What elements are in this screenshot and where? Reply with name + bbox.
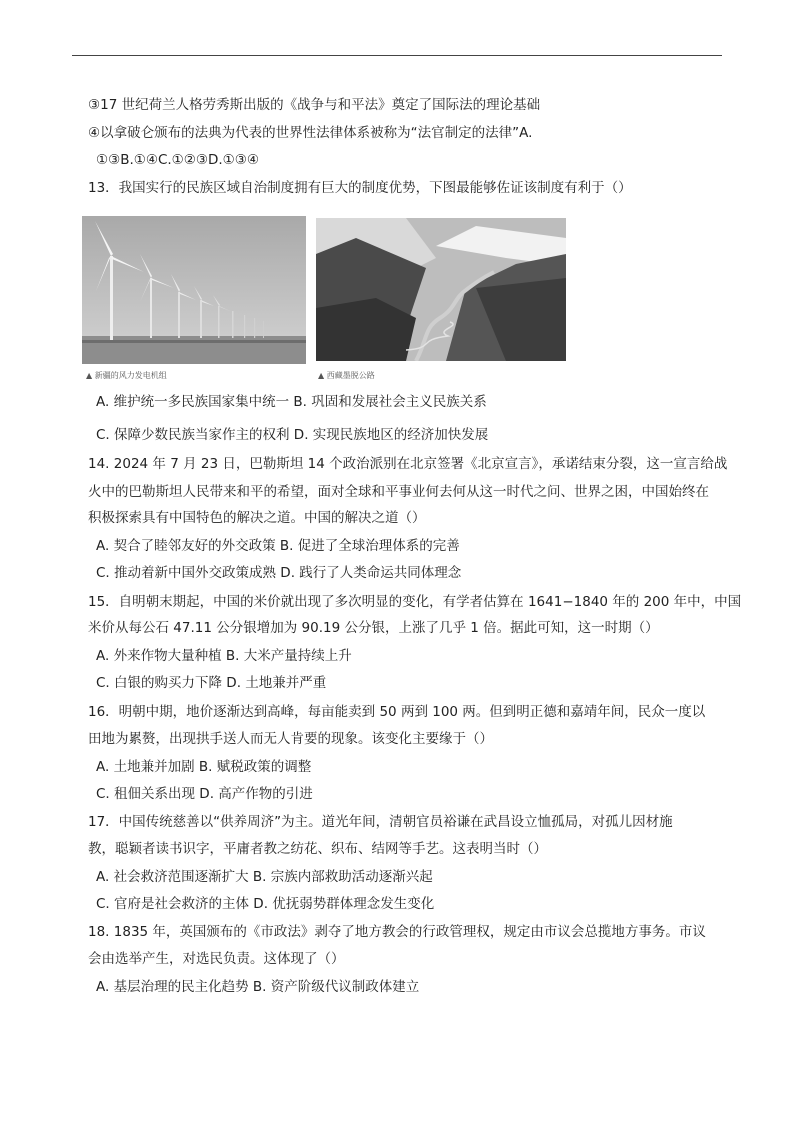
q15-stem-line1: 15．自明朝末期起，中国的米价就出现了多次明显的变化，有学者估算在 1641−1840 年的 200 年中，中国: [88, 594, 742, 610]
option-statement-3: ③17 世纪荷兰人格劳秀斯出版的《战争与和平法》奠定了国际法的理论基础: [88, 97, 541, 113]
q18-options-ab: A. 基层治理的民主化趋势 B. 资产阶级代议制政体建立: [96, 979, 420, 995]
q17-stem-line1: 17．中国传统慈善以“供养周济”为主。道光年间，清朝官员裕谦在武昌设立恤孤局，对孤儿因材施: [88, 814, 673, 830]
q13-options-ab: A. 维护统一多民族国家集中统一 B. 巩固和发展社会主义民族关系: [96, 394, 487, 410]
q14-options-ab: A. 契合了睦邻友好的外交政策 B. 促进了全球治理体系的完善: [96, 538, 460, 554]
wind-turbines-photo: [82, 216, 306, 364]
q14-stem-line3: 积极探索具有中国特色的解决之道。中国的解决之道（）: [88, 510, 426, 526]
q13-stem: 13．我国实行的民族区域自治制度拥有巨大的制度优势，下图最能够佐证该制度有利于（）: [88, 180, 632, 196]
q15-options-ab: A. 外来作物大量种植 B. 大米产量持续上升: [96, 648, 352, 664]
q12-choices: ①③B.①④C.①②③D.①③④: [96, 152, 259, 168]
q14-stem-line2: 火中的巴勒斯坦人民带来和平的希望，面对全球和平事业何去何从这一时代之问、世界之困，中国始终在: [88, 484, 709, 500]
q15-options-cd: C. 白银的购买力下降 D. 土地兼并严重: [96, 675, 327, 691]
q16-options-ab: A. 土地兼并加剧 B. 赋税政策的调整: [96, 759, 312, 775]
option-statement-4: ④以拿破仑颁布的法典为代表的世界性法律体系被称为“法官制定的法律”A.: [88, 125, 533, 141]
q16-options-cd: C. 租佃关系出现 D. 高产作物的引进: [96, 786, 313, 802]
q17-stem-line2: 教，聪颖者读书识字，平庸者教之纺花、织布、结网等手艺。这表明当时（）: [88, 841, 547, 857]
q13-options-cd: C. 保障少数民族当家作主的权利 D. 实现民族地区的经济加快发展: [96, 427, 489, 443]
q17-options-cd: C. 官府是社会救济的主体 D. 优抚弱势群体理念发生变化: [96, 896, 435, 912]
q16-stem-line1: 16．明朝中期，地价逐渐达到高峰，每亩能卖到 50 两到 100 两。但到明正德和嘉靖年间，民众一度以: [88, 704, 706, 720]
q16-stem-line2: 田地为累赘，出现拱手送人而无人肯要的现象。该变化主要缘于（）: [88, 731, 493, 747]
medog-highway-caption: ▲ 西藏墨脱公路: [318, 371, 375, 380]
wind-turbines-caption: ▲ 新疆的风力发电机组: [86, 371, 167, 380]
q18-stem-line2: 会由选举产生，对选民负责。这体现了（）: [88, 951, 345, 967]
q14-stem-line1: 14. 2024 年 7 月 23 日，巴勒斯坦 14 个政治派别在北京签署《北京宣言》，承诺结束分裂，这一宣言给战: [88, 456, 728, 472]
top-rule: [72, 55, 722, 56]
q14-options-cd: C. 推动着新中国外交政策成熟 D. 践行了人类命运共同体理念: [96, 565, 462, 581]
q15-stem-line2: 米价从每公石 47.11 公分银增加为 90.19 公分银，上涨了几乎 1 倍。据此可知，这一时期（）: [88, 620, 659, 636]
q18-stem-line1: 18. 1835 年，英国颁布的《市政法》剥夺了地方教会的行政管理权，规定由市议会总揽地方事务。市议: [88, 924, 706, 940]
medog-highway-photo: [316, 218, 566, 361]
q17-options-ab: A. 社会救济范围逐渐扩大 B. 宗族内部救助活动逐渐兴起: [96, 869, 433, 885]
